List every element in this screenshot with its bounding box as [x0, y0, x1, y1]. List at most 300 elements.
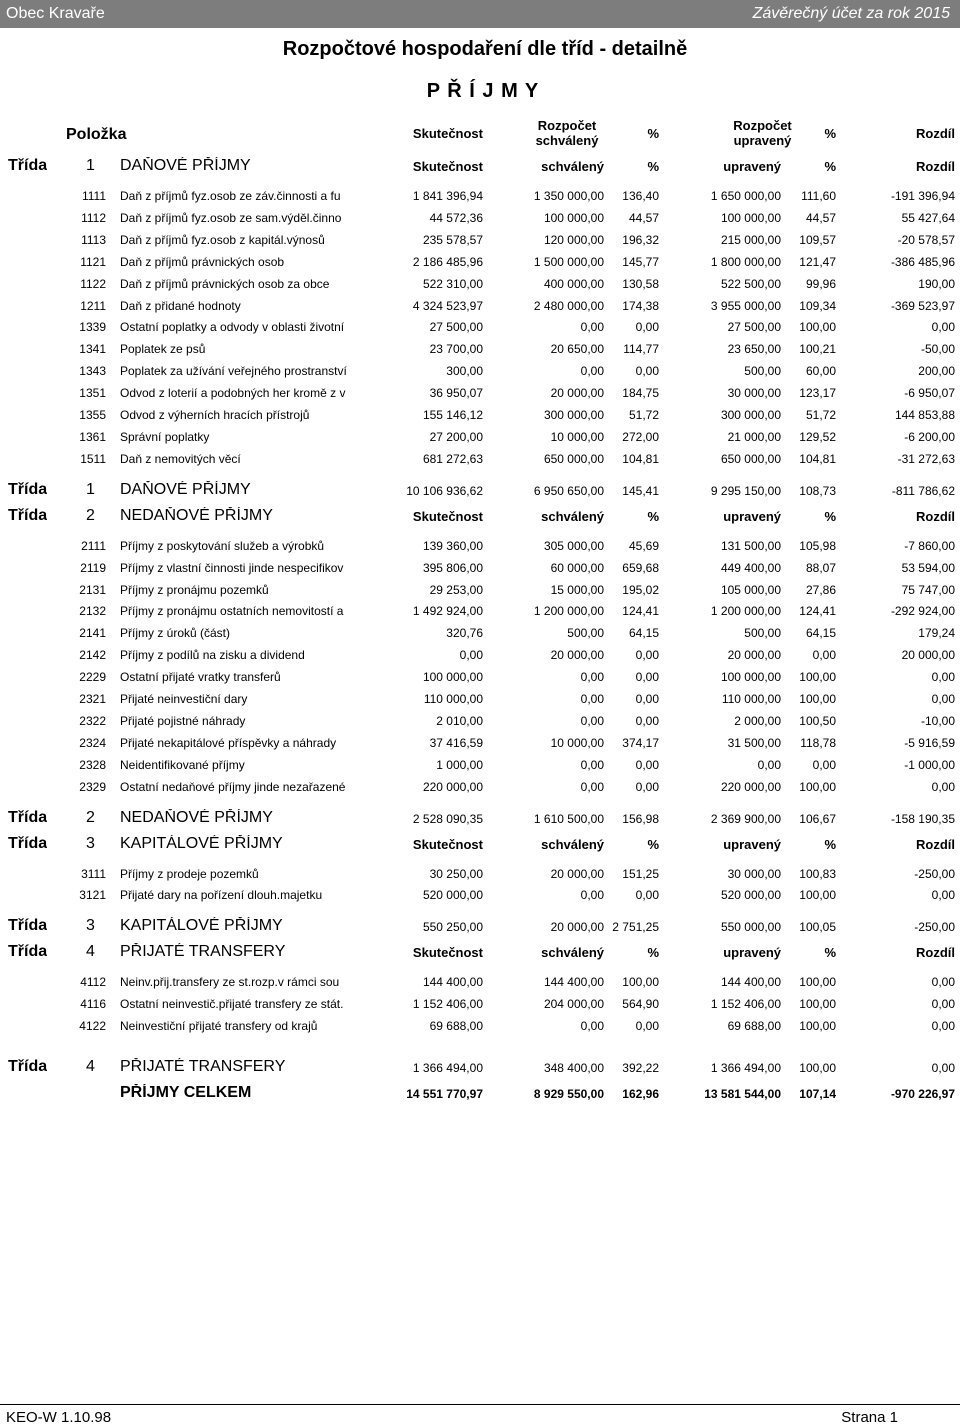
row-v4: 1 152 406,00: [710, 997, 781, 1012]
class-header-row: [0, 505, 960, 527]
class-header-row: [0, 941, 960, 963]
row-v3: 0,00: [635, 757, 659, 772]
table-row: [0, 972, 960, 994]
class-number: 1: [86, 157, 95, 174]
grand-total-cell: 162,96: [622, 1087, 659, 1101]
row-v2: 0,00: [580, 320, 604, 335]
row-v5: 27,86: [805, 582, 836, 597]
row-code: 2229: [79, 670, 106, 685]
class-cell: 2 751,25: [612, 920, 659, 935]
row-name: Daň z přidané hodnoty: [120, 298, 241, 313]
row-name: Odvod z výherních hracích přístrojů: [120, 408, 310, 422]
class-cell: schválený: [541, 836, 604, 852]
class-cell: Rozdíl: [916, 836, 955, 852]
row-v2: 144 400,00: [543, 975, 604, 990]
row-v1: 110 000,00: [423, 692, 483, 706]
class-label: Třída: [8, 943, 48, 961]
table-row: [0, 536, 960, 558]
row-v3: 64,15: [628, 626, 659, 641]
row-v4: 144 400,00: [720, 975, 781, 990]
row-v5: 100,83: [799, 866, 836, 881]
row-code: 1121: [80, 254, 106, 269]
col-approved: Rozpočet schválený: [535, 118, 599, 148]
class-number: 3: [86, 917, 95, 935]
class-cell: 100,05: [799, 920, 836, 935]
row-v3: 0,00: [635, 320, 659, 335]
row-v4: 23 650,00: [727, 342, 781, 357]
table-row: [0, 427, 960, 449]
row-v3: 51,72: [628, 408, 659, 422]
class-cell: Skutečnost: [412, 159, 483, 174]
row-v3: 145,77: [622, 254, 659, 269]
class-cell: 550 250,00: [422, 920, 483, 935]
class-cell: -811 786,62: [891, 483, 955, 498]
row-v5: 100,00: [799, 779, 836, 794]
class-cell: %: [647, 508, 659, 524]
row-v3: 104,81: [622, 451, 659, 466]
row-v3: 0,00: [635, 713, 659, 728]
row-v5: 109,57: [799, 232, 836, 247]
class-cell: Rozdíl: [916, 159, 955, 174]
class-number: 1: [86, 480, 95, 498]
row-name: Příjmy z pronájmu pozemků: [120, 582, 269, 597]
row-v4: 1 650 000,00: [710, 189, 781, 203]
row-code: 2324: [79, 735, 106, 750]
row-v4: 2 000,00: [734, 713, 781, 728]
class-cell: 2 369 900,00: [710, 811, 781, 826]
row-name: Poplatek za užívání veřejného prostranství: [120, 364, 347, 379]
row-name: Přijaté nekapitálové příspěvky a náhrady: [120, 735, 337, 750]
row-v2: 0,00: [580, 670, 604, 685]
row-code: 2131: [79, 582, 106, 597]
row-v1: 1 000,00: [436, 757, 483, 772]
row-v1: 30 250,00: [429, 866, 483, 881]
row-v4: 105 000,00: [720, 582, 781, 597]
row-v2: 305 000,00: [543, 538, 604, 553]
row-v1: 395 806,00: [422, 560, 483, 575]
grand-total-cell: 13 581 544,00: [704, 1087, 781, 1101]
row-v2: 2 480 000,00: [533, 298, 604, 313]
row-v4: 220 000,00: [720, 779, 781, 794]
row-v3: 0,00: [635, 670, 659, 685]
row-v6: -10,00: [920, 713, 955, 728]
row-code: 2111: [81, 538, 106, 553]
class-name: KAPITÁLOVÉ PŘÍJMY: [120, 917, 283, 935]
footer-divider: [0, 1404, 960, 1405]
class-cell: upravený: [723, 836, 781, 852]
row-v6: 53 594,00: [901, 560, 955, 575]
row-v3: 151,25: [622, 866, 659, 881]
grand-total-cell: 8 929 550,00: [533, 1087, 604, 1101]
row-v1: 1 841 396,94: [412, 189, 483, 203]
row-code: 1339: [79, 320, 106, 335]
class-name: KAPITÁLOVÉ PŘÍJMY: [120, 834, 283, 852]
class-cell: Skutečnost: [412, 945, 483, 961]
row-code: 1511: [80, 451, 106, 466]
table-row: [0, 339, 960, 361]
col-pct2: %: [824, 126, 836, 141]
row-v5: 64,15: [805, 626, 836, 641]
row-v1: 23 700,00: [429, 342, 483, 357]
row-v2: 60 000,00: [550, 560, 604, 575]
row-v5: 124,41: [799, 604, 836, 619]
row-v6: -1 000,00: [904, 757, 955, 772]
row-v2: 120 000,00: [543, 232, 604, 247]
row-name: Poplatek ze psů: [120, 342, 206, 357]
row-v6: 0,00: [931, 670, 955, 685]
row-v3: 136,40: [622, 189, 659, 203]
row-v1: 2 010,00: [436, 713, 483, 728]
row-name: Přijaté pojistné náhrady: [120, 713, 246, 728]
class-label: Třída: [8, 480, 48, 498]
row-v4: 3 955 000,00: [710, 298, 781, 313]
row-v4: 650 000,00: [720, 451, 781, 466]
row-v2: 0,00: [580, 364, 604, 379]
row-v5: 129,52: [799, 429, 836, 444]
class-number: 2: [86, 808, 95, 826]
table-row: [0, 580, 960, 602]
row-v1: 1 152 406,00: [412, 997, 483, 1012]
row-v4: 449 400,00: [720, 560, 781, 575]
class-number: 4: [86, 1058, 95, 1075]
table-row: [0, 645, 960, 667]
table-row: [0, 601, 960, 623]
row-v3: 45,69: [628, 538, 659, 553]
row-v1: 27 500,00: [429, 320, 483, 335]
row-v4: 500,00: [744, 626, 781, 641]
table-row: [0, 777, 960, 799]
class-cell: -250,00: [914, 920, 955, 935]
row-name: Ostatní nedaňové příjmy jinde nezařazené: [120, 779, 346, 794]
row-v4: 31 500,00: [727, 735, 781, 750]
row-v5: 100,00: [799, 692, 836, 706]
class-label: Třída: [8, 506, 48, 524]
row-name: Daň z příjmů fyz.osob ze záv.činnosti a fu: [120, 189, 341, 203]
table-row: [0, 733, 960, 755]
class-total-row: [0, 807, 960, 829]
row-code: 2322: [79, 713, 106, 728]
class-cell: %: [824, 945, 836, 961]
class-cell: 550 000,00: [720, 920, 781, 935]
class-cell: upravený: [723, 508, 781, 524]
class-cell: 106,67: [799, 811, 836, 826]
row-v4: 30 000,00: [727, 386, 781, 401]
row-code: 3121: [79, 888, 106, 903]
class-label: Třída: [8, 1058, 48, 1075]
table-row: [0, 885, 960, 907]
grand-total-cell: 107,14: [799, 1087, 836, 1101]
row-v2: 20 000,00: [550, 386, 604, 401]
row-v1: 27 200,00: [429, 429, 483, 444]
row-code: 1211: [80, 298, 106, 313]
class-name: PŘIJATÉ TRANSFERY: [120, 1058, 286, 1075]
row-v4: 1 200 000,00: [710, 604, 781, 619]
row-v5: 100,50: [799, 713, 836, 728]
row-v4: 100 000,00: [720, 670, 781, 685]
class-header-row: [0, 155, 960, 177]
class-label: Třída: [8, 834, 48, 852]
row-v5: 60,00: [805, 364, 836, 379]
row-v5: 123,17: [799, 386, 836, 401]
row-v5: 100,00: [799, 670, 836, 685]
row-v3: 0,00: [635, 779, 659, 794]
row-name: Příjmy z pronájmu ostatních nemovitostí a: [120, 604, 344, 619]
table-row: [0, 274, 960, 296]
row-v4: 110 000,00: [721, 692, 781, 706]
class-cell: 0,00: [931, 1061, 955, 1075]
row-v1: 0,00: [459, 648, 483, 663]
table-row: [0, 208, 960, 230]
row-name: Daň z příjmů právnických osob za obce: [120, 276, 330, 291]
row-v5: 51,72: [805, 408, 836, 422]
row-v2: 15 000,00: [550, 582, 604, 597]
row-v5: 104,81: [799, 451, 836, 466]
table-row: [0, 755, 960, 777]
row-code: 1343: [79, 364, 106, 379]
class-cell: %: [824, 159, 836, 174]
class-cell: 9 295 150,00: [710, 483, 781, 498]
footer-version: KEO-W 1.10.98: [6, 1409, 112, 1426]
row-v4: 300 000,00: [720, 408, 781, 422]
class-cell: 1 366 494,00: [710, 1061, 781, 1075]
row-v6: -7 860,00: [904, 538, 955, 553]
class-name: NEDAŇOVÉ PŘÍJMY: [120, 506, 273, 524]
class-cell: %: [647, 945, 659, 961]
table-row: [0, 317, 960, 339]
class-cell: 2 528 090,35: [412, 811, 483, 826]
row-v4: 69 688,00: [727, 1019, 781, 1034]
class-cell: 6 950 650,00: [533, 483, 604, 498]
row-v5: 121,47: [799, 254, 836, 269]
row-code: 2328: [79, 757, 106, 772]
row-name: Příjmy z podílů na zisku a dividend: [120, 648, 305, 663]
class-cell: 100,00: [799, 1061, 836, 1075]
class-cell: 1 610 500,00: [533, 811, 604, 826]
row-code: 1341: [79, 342, 106, 357]
row-code: 4116: [80, 997, 106, 1012]
class-cell: schválený: [541, 508, 604, 524]
row-v4: 500,00: [744, 364, 781, 379]
row-name: Daň z příjmů právnických osob: [120, 254, 285, 269]
row-v6: -31 272,63: [897, 451, 955, 466]
row-v1: 235 578,57: [422, 232, 483, 247]
row-v3: 659,68: [622, 560, 659, 575]
row-v5: 100,00: [799, 975, 836, 990]
footer-page: Strana 1: [841, 1409, 898, 1426]
row-v4: 131 500,00: [720, 538, 781, 553]
row-code: 2142: [79, 648, 106, 663]
row-v2: 204 000,00: [543, 997, 604, 1012]
row-name: Odvod z loterií a podobných her kromě z v: [120, 386, 346, 401]
row-v6: -6 950,07: [904, 386, 955, 401]
row-v6: 200,00: [918, 364, 955, 379]
row-code: 1113: [81, 232, 106, 247]
row-v5: 100,00: [799, 997, 836, 1012]
table-row: [0, 623, 960, 645]
row-v2: 300 000,00: [543, 408, 604, 422]
row-v1: 520 000,00: [422, 888, 483, 903]
row-v4: 27 500,00: [727, 320, 781, 335]
row-v2: 1 500 000,00: [533, 254, 604, 269]
row-v1: 44 572,36: [429, 210, 483, 225]
row-v4: 20 000,00: [727, 648, 781, 663]
row-v3: 0,00: [635, 364, 659, 379]
row-v2: 20 650,00: [550, 342, 604, 357]
class-cell: 145,41: [622, 483, 659, 498]
row-code: 4112: [80, 975, 106, 990]
row-name: Daň z příjmů fyz.osob z kapitál.výnosů: [120, 232, 325, 247]
row-v2: 1 200 000,00: [533, 604, 604, 619]
row-v5: 100,21: [799, 342, 836, 357]
class-cell: %: [824, 836, 836, 852]
row-v3: 374,17: [622, 735, 659, 750]
row-v5: 100,00: [799, 888, 836, 903]
row-v4: 30 000,00: [727, 866, 781, 881]
class-name: DAŇOVÉ PŘÍJMY: [120, 157, 251, 174]
row-v3: 272,00: [622, 429, 659, 444]
row-v6: 75 747,00: [901, 582, 955, 597]
grand-total-cell: -970 226,97: [890, 1087, 955, 1101]
class-cell: 392,22: [622, 1061, 659, 1075]
row-v2: 20 000,00: [550, 648, 604, 663]
table-row: [0, 361, 960, 383]
row-v5: 100,00: [799, 1019, 836, 1034]
row-v2: 0,00: [580, 1019, 604, 1034]
col-pct1: %: [647, 126, 659, 141]
row-v1: 522 310,00: [422, 276, 483, 291]
row-code: 1112: [81, 210, 106, 225]
row-name: Ostatní neinvestič.přijaté transfery ze stát.: [120, 997, 344, 1012]
row-v4: 522 500,00: [720, 276, 781, 291]
table-row: [0, 1016, 960, 1038]
row-v2: 500,00: [567, 626, 604, 641]
class-number: 2: [86, 506, 95, 524]
row-v6: 0,00: [931, 1019, 955, 1034]
row-v6: 0,00: [931, 997, 955, 1012]
row-code: 2132: [79, 604, 106, 619]
grand-total-label: PŘÍJMY CELKEM: [120, 1084, 252, 1101]
class-cell: upravený: [723, 945, 781, 961]
row-name: Ostatní přijaté vratky transferů: [120, 670, 281, 685]
row-v2: 650 000,00: [543, 451, 604, 466]
row-v6: 0,00: [931, 692, 955, 706]
row-v6: -6 200,00: [904, 429, 955, 444]
row-v3: 124,41: [622, 604, 659, 619]
grand-total-cell: 14 551 770,97: [406, 1087, 483, 1101]
row-v2: 0,00: [580, 713, 604, 728]
row-code: 4122: [79, 1019, 106, 1034]
row-v4: 0,00: [757, 757, 781, 772]
row-name: Daň z příjmů fyz.osob ze sam.výděl.činno: [120, 210, 342, 225]
page-subtitle: P Ř Í J M Y: [426, 80, 540, 102]
row-v1: 144 400,00: [422, 975, 483, 990]
table-row: [0, 864, 960, 886]
class-cell: 20 000,00: [550, 920, 604, 935]
class-number: 3: [86, 834, 95, 852]
table-row: [0, 558, 960, 580]
class-cell: Rozdíl: [916, 945, 955, 961]
row-v4: 100 000,00: [720, 210, 781, 225]
row-code: 2141: [79, 626, 106, 641]
class-cell: Skutečnost: [412, 508, 483, 524]
class-cell: -158 190,35: [890, 811, 955, 826]
table-row: [0, 252, 960, 274]
row-v1: 139 360,00: [422, 538, 483, 553]
row-v3: 0,00: [635, 1019, 659, 1034]
row-name: Neinvestiční přijaté transfery od krajů: [120, 1019, 318, 1034]
table-row: [0, 994, 960, 1016]
row-v3: 0,00: [635, 692, 659, 706]
row-name: Přijaté neinvestiční dary: [120, 692, 248, 706]
row-v3: 44,57: [628, 210, 659, 225]
grand-total-row: [0, 1082, 960, 1104]
row-code: 2329: [79, 779, 106, 794]
row-v6: -20 578,57: [897, 232, 955, 247]
row-code: 2119: [80, 560, 106, 575]
row-v6: 144 853,88: [894, 408, 955, 422]
class-cell: 348 400,00: [543, 1061, 604, 1075]
row-v6: -386 485,96: [890, 254, 955, 269]
row-code: 1351: [79, 386, 106, 401]
class-cell: upravený: [723, 159, 781, 174]
col-item: Položka: [66, 126, 127, 143]
row-v1: 1 492 924,00: [412, 604, 483, 619]
table-row: [0, 230, 960, 252]
col-diff: Rozdíl: [916, 126, 955, 141]
row-code: 1122: [80, 276, 106, 291]
row-v1: 220 000,00: [422, 779, 483, 794]
row-name: Neinv.přij.transfery ze st.rozp.v rámci sou: [120, 975, 340, 990]
row-v6: 179,24: [918, 626, 955, 641]
row-v3: 174,38: [622, 298, 659, 313]
row-v3: 195,02: [622, 582, 659, 597]
row-code: 1111: [81, 189, 106, 203]
col-actual: Skutečnost: [412, 126, 483, 141]
row-v5: 44,57: [805, 210, 836, 225]
class-name: NEDAŇOVÉ PŘÍJMY: [120, 808, 273, 826]
row-v2: 20 000,00: [550, 866, 604, 881]
org-name: Obec Kravaře: [6, 5, 105, 22]
row-name: Příjmy z úroků (část): [120, 626, 231, 641]
class-cell: Rozdíl: [916, 508, 955, 524]
class-total-row: [0, 479, 960, 501]
table-row: [0, 449, 960, 471]
class-total-row: [0, 1056, 960, 1078]
row-v6: -5 916,59: [904, 735, 955, 750]
row-v1: 4 324 523,97: [412, 298, 483, 313]
row-v6: 20 000,00: [901, 648, 955, 663]
row-name: Neidentifikované příjmy: [120, 757, 245, 772]
row-v1: 29 253,00: [429, 582, 483, 597]
class-label: Třída: [8, 808, 48, 826]
row-v5: 118,78: [800, 735, 836, 750]
row-v2: 0,00: [580, 888, 604, 903]
row-v1: 37 416,59: [429, 735, 483, 750]
row-v2: 1 350 000,00: [533, 189, 604, 203]
table-row: [0, 711, 960, 733]
class-cell: schválený: [541, 159, 604, 174]
row-v3: 114,77: [623, 342, 659, 357]
page-title: Rozpočtové hospodaření dle tříd - detailně: [282, 38, 688, 60]
row-v5: 111,60: [801, 189, 836, 203]
row-v6: 0,00: [931, 975, 955, 990]
row-code: 1355: [79, 408, 106, 422]
row-v3: 0,00: [635, 648, 659, 663]
table-row: [0, 383, 960, 405]
class-label: Třída: [8, 917, 48, 935]
document-name: Závěrečný účet za rok 2015: [752, 5, 950, 22]
row-v1: 2 186 485,96: [412, 254, 483, 269]
